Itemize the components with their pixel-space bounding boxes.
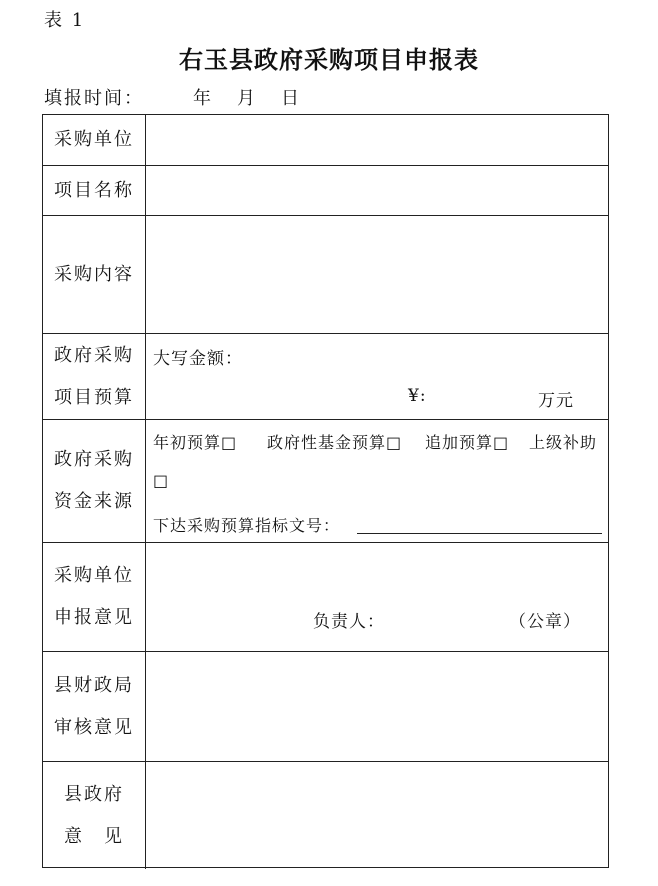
project-budget-label: 政府采购 项目预算 <box>54 344 134 408</box>
date-year-unit: 年 <box>193 88 211 109</box>
option-annual-budget[interactable]: 年初预算□ <box>153 433 238 452</box>
purchase-content-label: 采购内容 <box>54 263 134 285</box>
row-funding-source <box>43 419 608 542</box>
budget-doc-number-label: 下达采购预算指标文号： <box>153 516 341 535</box>
project-name-label: 项目名称 <box>54 179 134 201</box>
funding-source-label: 政府采购 资金来源 <box>54 449 134 512</box>
row-finance-review <box>43 651 608 761</box>
option-superior-subsidy[interactable]: 上级补助 <box>529 433 598 452</box>
row-purchasing-unit <box>43 115 608 165</box>
row-county-opinion <box>43 761 608 869</box>
budget-doc-number-field[interactable] <box>357 533 602 534</box>
row-project-name <box>43 165 608 215</box>
amount-in-words-label: 大写金额： <box>153 349 243 369</box>
county-opinion-label: 县政府 意 见 <box>64 783 124 847</box>
amount-unit-label: 万元 <box>538 391 574 411</box>
date-month-unit: 月 <box>237 88 255 109</box>
document-title: 右玉县政府采购项目申报表 <box>179 45 479 74</box>
row-unit-opinion <box>43 542 608 651</box>
option-superior-subsidy-checkbox[interactable]: □ <box>153 471 170 490</box>
finance-review-label: 县财政局 审核意见 <box>54 674 134 738</box>
fill-date-label: 填报时间： <box>44 88 144 109</box>
row-project-budget <box>43 333 608 419</box>
option-additional-budget[interactable]: 追加预算□ <box>425 433 510 452</box>
table-number-label: 表 1 <box>44 10 86 31</box>
official-seal-label: （公章） <box>509 612 581 632</box>
option-government-fund-budget[interactable]: 政府性基金预算□ <box>267 433 403 452</box>
purchasing-unit-label: 采购单位 <box>54 129 134 150</box>
amount-yen-label: ¥: <box>408 386 427 406</box>
row-purchase-content <box>43 215 608 333</box>
date-day-unit: 日 <box>281 88 299 109</box>
unit-opinion-label: 采购单位 申报意见 <box>54 565 134 628</box>
application-form-table <box>42 114 609 868</box>
responsible-person-label: 负责人： <box>313 612 385 632</box>
